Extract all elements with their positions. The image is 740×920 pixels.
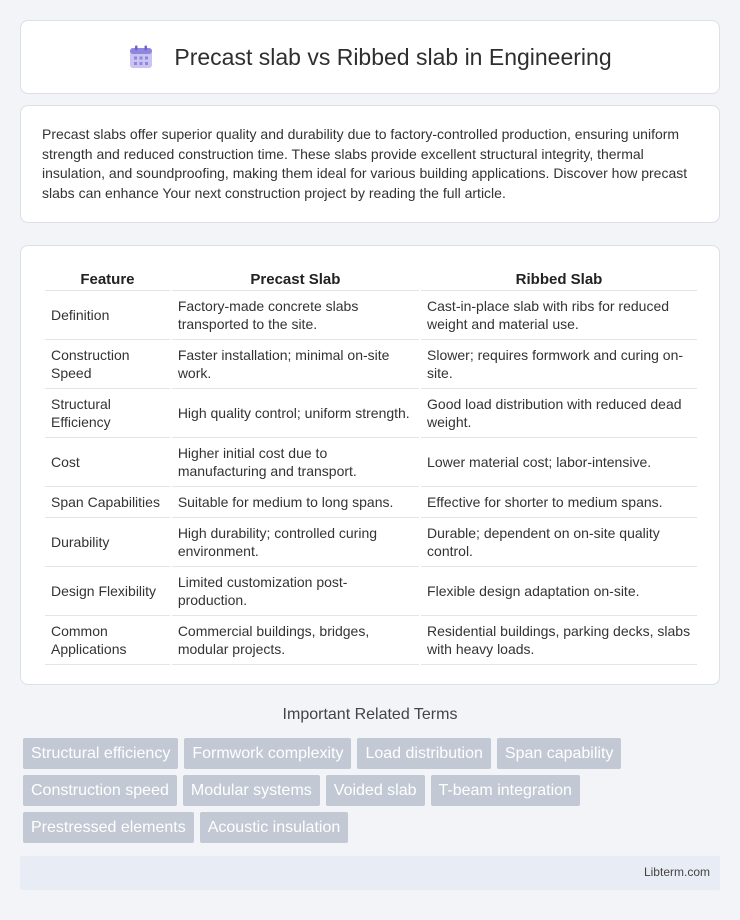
table-cell: Higher initial cost due to manufacturing and transport. xyxy=(172,438,419,487)
table-cell: Lower material cost; labor-intensive. xyxy=(421,438,697,487)
related-terms-title: Important Related Terms xyxy=(282,706,458,723)
related-term-tag[interactable]: Span capability xyxy=(497,738,622,769)
related-term-tag[interactable]: Structural efficiency xyxy=(23,738,178,769)
table-cell: Structural Efficiency xyxy=(45,389,170,438)
table-header-row xyxy=(45,266,697,291)
table-cell: Commercial buildings, bridges, modular projects. xyxy=(172,616,419,665)
table-cell: High quality control; uniform strength. xyxy=(172,389,419,438)
table-cell: Good load distribution with reduced dead weight. xyxy=(421,389,697,438)
footer-site-link[interactable]: Libterm.com xyxy=(643,865,710,879)
comparison-table xyxy=(43,266,699,665)
table-cell: Common Applications xyxy=(45,616,170,665)
table-cell: Cost xyxy=(45,438,170,487)
table-row xyxy=(45,340,697,389)
table-cell: Design Flexibility xyxy=(45,567,170,616)
table-cell: Cast-in-place slab with ribs for reduced weight and material use. xyxy=(421,291,697,340)
footer xyxy=(20,856,720,890)
intro-card xyxy=(20,105,720,223)
comparison-table-card xyxy=(20,245,720,685)
table-cell: Effective for shorter to medium spans. xyxy=(421,487,697,518)
table-cell: Durability xyxy=(45,518,170,567)
related-term-tag[interactable]: Voided slab xyxy=(326,775,425,806)
table-cell: High durability; controlled curing environment. xyxy=(172,518,419,567)
intro-text: Precast slabs offer superior quality and durability due to factory-controlled production, ensuring uniform strength and reduced construction time. These slabs provide excellent structural integrity, thermal insulation, and soundproofing, making them ideal for various building applications. Discover how precast slabs can enhance Your next construction project by reading the full article. xyxy=(42,126,688,201)
table-row xyxy=(45,616,697,665)
table-row xyxy=(45,389,697,438)
table-row xyxy=(45,487,697,518)
related-term-tag[interactable]: Prestressed elements xyxy=(23,812,194,843)
related-term-tag[interactable]: Load distribution xyxy=(357,738,490,769)
header-precast: Precast Slab xyxy=(172,266,419,291)
table-cell: Span Capabilities xyxy=(45,487,170,518)
page-title: Precast slab vs Ribbed slab in Engineering xyxy=(174,43,612,70)
tag-row xyxy=(23,738,723,769)
related-term-tag[interactable]: Modular systems xyxy=(183,775,320,806)
tag-row xyxy=(23,812,723,843)
table-cell: Definition xyxy=(45,291,170,340)
table-cell: Factory-made concrete slabs transported to the site. xyxy=(172,291,419,340)
table-row xyxy=(45,518,697,567)
related-term-tag[interactable]: Acoustic insulation xyxy=(200,812,349,843)
related-term-tag[interactable]: T-beam integration xyxy=(431,775,580,806)
table-row xyxy=(45,567,697,616)
table-cell: Flexible design adaptation on-site. xyxy=(421,567,697,616)
table-cell: Slower; requires formwork and curing on-site. xyxy=(421,340,697,389)
table-cell: Construction Speed xyxy=(45,340,170,389)
table-cell: Faster installation; minimal on-site work. xyxy=(172,340,419,389)
table-cell: Durable; dependent on on-site quality control. xyxy=(421,518,697,567)
table-cell: Suitable for medium to long spans. xyxy=(172,487,419,518)
table-cell: Residential buildings, parking decks, slabs with heavy loads. xyxy=(421,616,697,665)
header-ribbed: Ribbed Slab xyxy=(421,266,697,291)
table-row xyxy=(45,438,697,487)
related-term-tag[interactable]: Formwork complexity xyxy=(184,738,351,769)
related-terms-list xyxy=(23,738,723,849)
header-feature: Feature xyxy=(45,266,170,291)
table-cell: Limited customization post-production. xyxy=(172,567,419,616)
related-term-tag[interactable]: Construction speed xyxy=(23,775,177,806)
header-card xyxy=(20,20,720,94)
calendar-grid-icon xyxy=(128,44,154,70)
table-row xyxy=(45,291,697,340)
tag-row xyxy=(23,775,723,806)
